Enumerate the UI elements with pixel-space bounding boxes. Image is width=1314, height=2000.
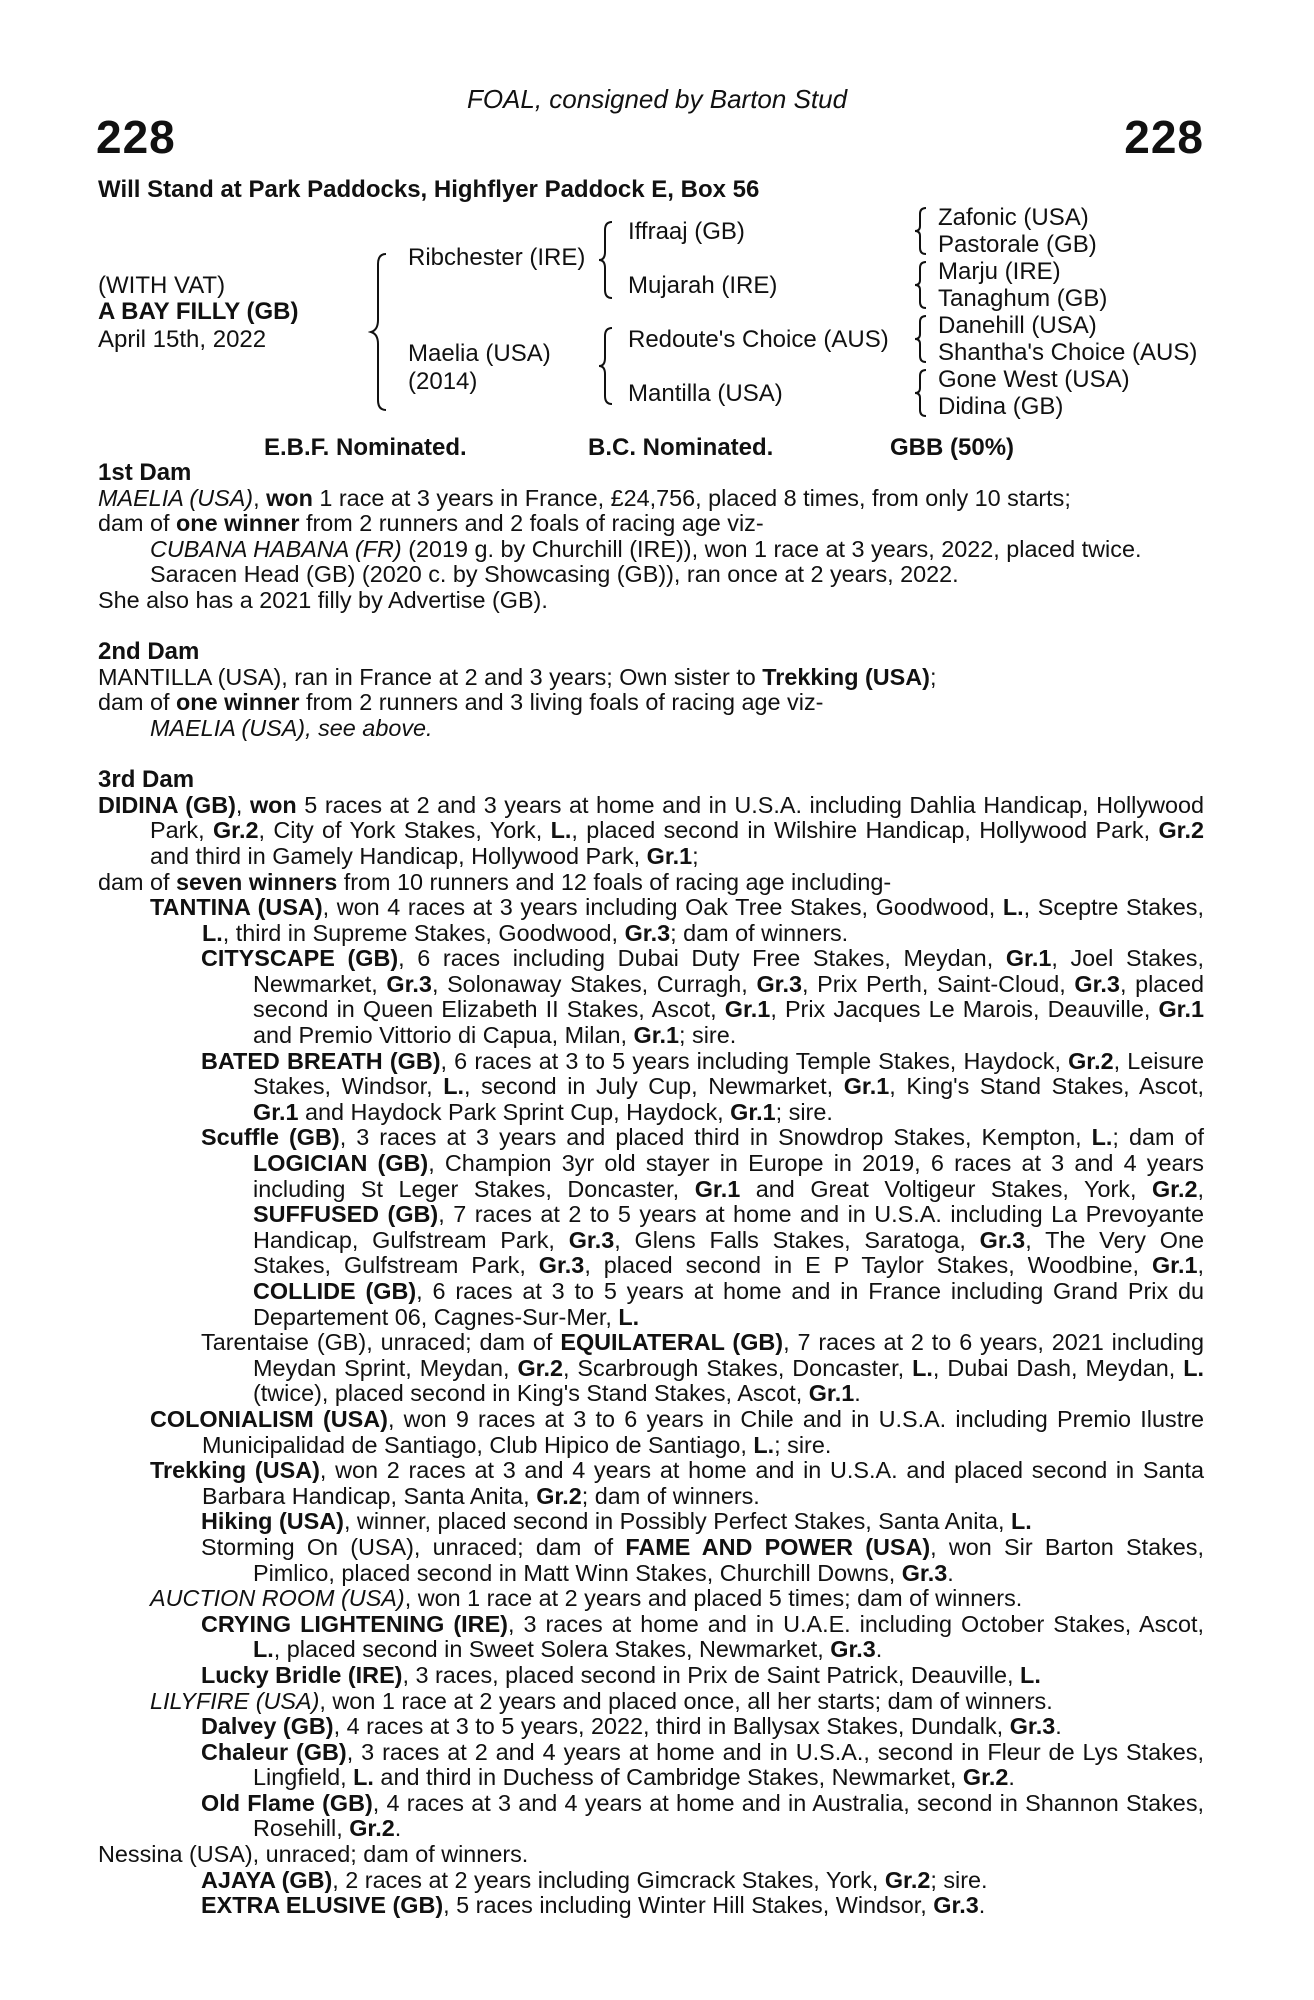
- produce-nessina: Nessina (USA), unraced; dam of winners.: [98, 1841, 529, 1868]
- first-dam-note: She also has a 2021 filly by Advertise (GB).: [98, 586, 548, 613]
- first-dam-line-1: MAELIA (USA), won 1 race at 3 years in France, £24,756, placed 8 times, from only 10 starts;: [98, 484, 1071, 511]
- produce-tarentaise: Tarentaise (GB), unraced; dam of EQUILATERAL (GB), 7 races at 2 to 6 years, 2021 including Meydan Sprint, Meydan, Gr.2, Scarbrough Stakes, Doncaster, L., Dubai Dash, Meydan, L. (twice), placed second in King's Stand Stakes, Ascot, Gr.1.: [201, 1329, 1204, 1407]
- sire-dam-dam: Tanaghum (GB): [938, 285, 1108, 312]
- dam-dam-sire: Gone West (USA): [938, 366, 1130, 393]
- vat-note: (WITH VAT): [98, 272, 226, 299]
- second-dam-heading: 2nd Dam: [98, 638, 200, 666]
- produce-dalvey: Dalvey (GB), 4 races at 3 to 5 years, 2022, third in Ballysax Stakes, Dundalk, Gr.3.: [201, 1713, 1062, 1740]
- pedigree-brace-sd: [912, 260, 930, 310]
- third-dam-didina: DIDINA (GB), won 5 races at 2 and 3 years at home and in U.S.A. including Dahlia Handicap, Hollywood Park, Gr.2, City of York Stakes, York, L., placed second in Wilshire Handicap, Hollywood Park, Gr.2 and third in Gamely Handicap, Hollywood Park, Gr.1;: [98, 791, 1204, 869]
- first-dam-heading: 1st Dam: [98, 459, 192, 486]
- lot-number-left: 228: [96, 111, 176, 163]
- second-dam-produce-1: MAELIA (USA), see above.: [150, 714, 433, 741]
- first-dam-line-2: dam of one winner from 2 runners and 2 foals of racing age viz-: [98, 510, 764, 537]
- produce-scuffle: Scuffle (GB), 3 races at 3 years and placed third in Snowdrop Stakes, Kempton, L.; dam of LOGICIAN (GB), Champion 3yr old stayer in Europe in 2019, 6 races at 3 and 4 years including St Leger Stakes, Doncaster, Gr.1 and Great Voltigeur Stakes, York, Gr.2, SUFFUSED (GB), 7 races at 2 to 5 years at home and in U.S.A. including La Prevoyante Handicap, Gulfstream Park, Gr.3, Glens Falls Stakes, Saratoga, Gr.3, The Very One Stakes, Gulfstream Park, Gr.3, placed second in E P Taylor Stakes, Woodbine, Gr.1, COLLIDE (GB), 6 races at 3 to 5 years at home and in France including Grand Prix du Departement 06, Cagnes-Sur-Mer, L.: [201, 1124, 1205, 1330]
- produce-storming-on: Storming On (USA), unraced; dam of FAME AND POWER (USA), won Sir Barton Stakes, Pimlico, placed second in Matt Winn Stakes, Churchill Downs, Gr.3.: [201, 1533, 1204, 1586]
- produce-ajaya: AJAYA (GB), 2 races at 2 years including Gimcrack Stakes, York, Gr.2; sire.: [201, 1866, 988, 1893]
- produce-chaleur: Chaleur (GB), 3 races at 2 and 4 years at home and in U.S.A., second in Fleur de Lys Stakes, Lingfield, L. and third in Duchess of Cambridge Stakes, Newmarket, Gr.2.: [201, 1738, 1205, 1791]
- dam-dam-dam: Didina (GB): [938, 393, 1064, 420]
- produce-lilyfire: LILYFIRE (USA), won 1 race at 2 years and placed once, all her starts; dam of winners.: [150, 1687, 1053, 1714]
- dam-dam: Mantilla (USA): [628, 380, 783, 407]
- gbb-status: GBB (50%): [890, 434, 1015, 461]
- lot-number-right: 228: [1124, 111, 1204, 163]
- produce-extra-elusive: EXTRA ELUSIVE (GB), 5 races including Winter Hill Stakes, Windsor, Gr.3.: [201, 1892, 986, 1919]
- pedigree-brace-ds: [912, 314, 930, 364]
- produce-crying-lightening: CRYING LIGHTENING (IRE), 3 races at home and in U.A.E. including October Stakes, Ascot, L., placed second in Sweet Solera Stakes, Newmarket, Gr.3.: [201, 1610, 1204, 1663]
- stand-location: Will Stand at Park Paddocks, Highflyer Paddock E, Box 56: [98, 176, 760, 203]
- sire: Ribchester (IRE): [408, 244, 586, 271]
- second-dam-line-1: MANTILLA (USA), ran in France at 2 and 3 years; Own sister to Trekking (USA);: [98, 663, 937, 690]
- sire-sire-dam: Pastorale (GB): [938, 231, 1097, 258]
- bc-nomination: B.C. Nominated.: [588, 434, 774, 461]
- produce-old-flame: Old Flame (GB), 4 races at 3 and 4 years at home and in Australia, second in Shannon Stakes, Rosehill, Gr.2.: [201, 1789, 1205, 1842]
- dam: Maelia (USA): [408, 340, 551, 367]
- pedigree-brace-dam: [596, 326, 616, 406]
- first-dam-produce-2: Saracen Head (GB) (2020 c. by Showcasing (GB)), ran once at 2 years, 2022.: [150, 561, 959, 588]
- sire-sire: Iffraaj (GB): [628, 218, 745, 245]
- produce-colonialism: COLONIALISM (USA), won 9 races at 3 to 6 years in Chile and in U.S.A. including Premio Ilustre Municipalidad de Santiago, Club Hipico de Santiago, L.; sire.: [150, 1405, 1204, 1458]
- produce-auction-room: AUCTION ROOM (USA), won 1 race at 2 years and placed 5 times; dam of winners.: [150, 1585, 1023, 1612]
- sire-dam: Mujarah (IRE): [628, 272, 778, 299]
- foaling-date: April 15th, 2022: [98, 326, 267, 353]
- produce-tantina: TANTINA (USA), won 4 races at 3 years including Oak Tree Stakes, Goodwood, L., Sceptre Stakes, L., third in Supreme Stakes, Goodwood, Gr.3; dam of winners.: [150, 894, 1204, 946]
- horse-name: A BAY FILLY (GB): [98, 298, 299, 325]
- sire-dam-sire: Marju (IRE): [938, 258, 1061, 285]
- produce-hiking: Hiking (USA), winner, placed second in Possibly Perfect Stakes, Santa Anita, L.: [201, 1508, 1032, 1535]
- sire-sire-sire: Zafonic (USA): [938, 204, 1089, 231]
- dam-year: (2014): [408, 368, 478, 395]
- third-dam-summary: dam of seven winners from 10 runners and 12 foals of racing age including-: [98, 868, 892, 895]
- third-dam-heading: 3rd Dam: [98, 766, 195, 794]
- pedigree-brace-ss: [912, 206, 930, 256]
- consignment-line: FOAL, consigned by Barton Stud: [466, 84, 848, 114]
- dam-sire: Redoute's Choice (AUS): [628, 326, 889, 353]
- pedigree-brace-sire: [596, 220, 616, 300]
- first-dam-produce-1: CUBANA HABANA (FR) (2019 g. by Churchill (IRE)), won 1 race at 3 years, 2022, placed twice.: [150, 535, 1142, 562]
- second-dam-line-2: dam of one winner from 2 runners and 3 living foals of racing age viz-: [98, 689, 824, 716]
- produce-bated-breath: BATED BREATH (GB), 6 races at 3 to 5 years including Temple Stakes, Haydock, Gr.2, Leisure Stakes, Windsor, L., second in July Cup, Newmarket, Gr.1, King's Stand Stakes, Ascot, Gr.1 and Haydock Park Sprint Cup, Haydock, Gr.1; sire.: [201, 1047, 1205, 1125]
- pedigree-brace-main: [368, 252, 392, 412]
- dam-line-text: [98, 460, 1204, 1919]
- produce-cityscape: CITYSCAPE (GB), 6 races including Dubai Duty Free Stakes, Meydan, Gr.1, Joel Stakes, Newmarket, Gr.3, Solonaway Stakes, Curragh, Gr.3, Prix Perth, Saint-Cloud, Gr.3, placed second in Queen Elizabeth II Stakes, Ascot, Gr.1, Prix Jacques Le Marois, Deauville, Gr.1 and Premio Vittorio di Capua, Milan, Gr.1; sire.: [201, 945, 1205, 1049]
- pedigree-brace-dd: [912, 368, 930, 418]
- produce-trekking: Trekking (USA), won 2 races at 3 and 4 years at home and in U.S.A. and placed second in Santa Barbara Handicap, Santa Anita, Gr.2; dam of winners.: [150, 1457, 1205, 1509]
- produce-lucky-bridle: Lucky Bridle (IRE), 3 races, placed second in Prix de Saint Patrick, Deauville, L.: [201, 1661, 1041, 1688]
- dam-sire-sire: Danehill (USA): [938, 312, 1097, 339]
- dam-sire-dam: Shantha's Choice (AUS): [938, 339, 1198, 366]
- ebf-nomination: E.B.F. Nominated.: [264, 434, 467, 461]
